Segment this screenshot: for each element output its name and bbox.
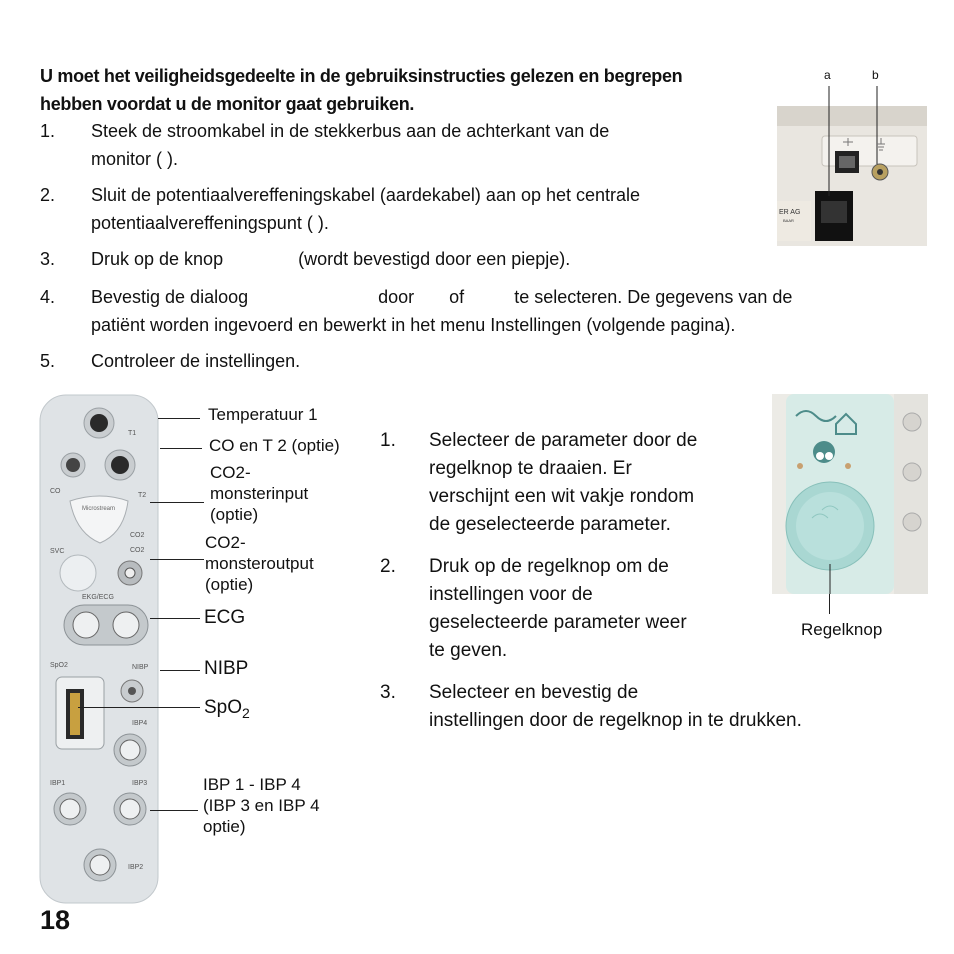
panel-label-ibp2: IBP2 [128, 864, 144, 871]
callout-co2-input-line3: (optie) [210, 505, 259, 524]
step-text-line1: Controleer de instellingen. [91, 351, 301, 371]
callout-ibp [203, 774, 320, 837]
callout-co2-output-line1: CO2- [205, 533, 246, 552]
callout-spo2-sub: 2 [242, 704, 250, 721]
step-line: Druk op de regelknop om de [429, 556, 669, 577]
step-text-line2: monitor ( ). [91, 149, 179, 169]
panel-label-co: CO [50, 488, 61, 495]
callout-co2-output-line3: (optie) [205, 575, 254, 594]
panel-label-nibp: NIBP [132, 664, 149, 671]
monitor-back-photo [777, 86, 927, 246]
callout-ibp-line2: (IBP 3 en IBP 4 [203, 796, 320, 815]
step-text-line1: Bevestig de dialoog door of te selecteren. De gegevens van de [91, 287, 793, 307]
step-line: instellingen door de regelknop in te drukken. [429, 710, 802, 731]
callout-line-ibp [150, 810, 198, 811]
knob-callout-line [829, 594, 830, 614]
step-number: 4. [40, 287, 56, 307]
callout-line-temp1 [158, 418, 200, 419]
step-line: instellingen voor de [429, 584, 593, 605]
callout-co2-output-line2: monsteroutput [205, 554, 314, 573]
callout-co2-input-line2: monsterinput [210, 484, 309, 503]
panel-label-ibp4: IBP4 [132, 720, 148, 727]
step-text-line1: Druk op de knop (wordt bevestigd door een piepje). [91, 249, 571, 269]
label-a: a [824, 68, 831, 82]
callout-line-ecg [150, 618, 200, 619]
panel-label-microstream: Microstream [82, 506, 116, 512]
callout-spo2-text: SpO [204, 697, 243, 718]
control-knob-photo [772, 394, 928, 594]
step-number: 1. [380, 430, 396, 451]
panel-label-spo2: SpO2 [50, 662, 68, 669]
panel-label-t2: T2 [138, 492, 147, 499]
step-number: 3. [40, 249, 56, 269]
callout-line-spo2 [78, 707, 200, 708]
panel-label-ekg: EKG/ECG [82, 594, 114, 601]
step-line: verschijnt een wit vakje rondom [429, 486, 695, 507]
sticker-text-2: BAAR [783, 218, 794, 223]
callout-co-t2: CO en T 2 (optie) [209, 436, 340, 455]
callout-ecg: ECG [204, 607, 246, 628]
step-text-line1: Sluit de potentiaalvereffeningskabel (aardekabel) aan op het centrale [91, 185, 641, 205]
step-text-line2: patiënt worden ingevoerd en bewerkt in het menu Instellingen (volgende pagina). [91, 315, 736, 335]
safety-heading-line2: hebben voordat u de monitor gaat gebruiken. [40, 94, 415, 114]
callout-nibp: NIBP [204, 658, 249, 679]
step-number: 5. [40, 351, 56, 371]
callout-co2-input [210, 462, 308, 525]
step-text-line1: Steek de stroomkabel in de stekkerbus aan de achterkant van de [91, 121, 610, 141]
callout-line-co-t2 [160, 448, 202, 449]
callout-line-co2-out [150, 559, 204, 560]
step-number: 2. [380, 556, 396, 577]
panel-label-t1: T1 [128, 430, 137, 437]
callout-line-co2-in [150, 502, 204, 503]
step-line: regelknop te draaien. Er [429, 458, 632, 479]
callout-spo2 [204, 697, 250, 724]
knob-label: Regelknop [801, 620, 883, 639]
callout-co2-output [205, 532, 314, 595]
safety-heading-line1: U moet het veiligheidsgedeelte in de gebruiksinstructies gelezen en begrepen [40, 66, 683, 86]
panel-label-ibp3: IBP3 [132, 780, 148, 787]
step-number: 1. [40, 121, 56, 141]
callout-temperatuur-1: Temperatuur 1 [208, 405, 318, 424]
label-b: b [872, 68, 879, 82]
page-number: 18 [40, 905, 71, 935]
callout-ibp-line1: IBP 1 - IBP 4 [203, 775, 301, 794]
step-line: de geselecteerde parameter. [429, 514, 671, 535]
panel-label-svc: SVC [50, 548, 65, 555]
panel-label-co2-in: CO2 [130, 532, 145, 539]
step-number: 2. [40, 185, 56, 205]
callout-co2-input-line1: CO2- [210, 463, 251, 482]
step-line: Selecteer en bevestig de [429, 682, 639, 703]
panel-label-ibp1: IBP1 [50, 780, 66, 787]
connector-panel-photo [38, 393, 160, 905]
step-line: Selecteer de parameter door de [429, 430, 698, 451]
step-line: te geven. [429, 640, 508, 661]
panel-label-co2-out: CO2 [130, 547, 145, 554]
step-line: geselecteerde parameter weer [429, 612, 687, 633]
callout-line-nibp [160, 670, 200, 671]
callout-ibp-line3: optie) [203, 817, 246, 836]
safety-heading [40, 62, 760, 118]
sticker-text-1: ER AG [779, 209, 801, 216]
step-number: 3. [380, 682, 396, 703]
step-text-line2: potentiaalvereffeningspunt ( ). [91, 213, 329, 233]
